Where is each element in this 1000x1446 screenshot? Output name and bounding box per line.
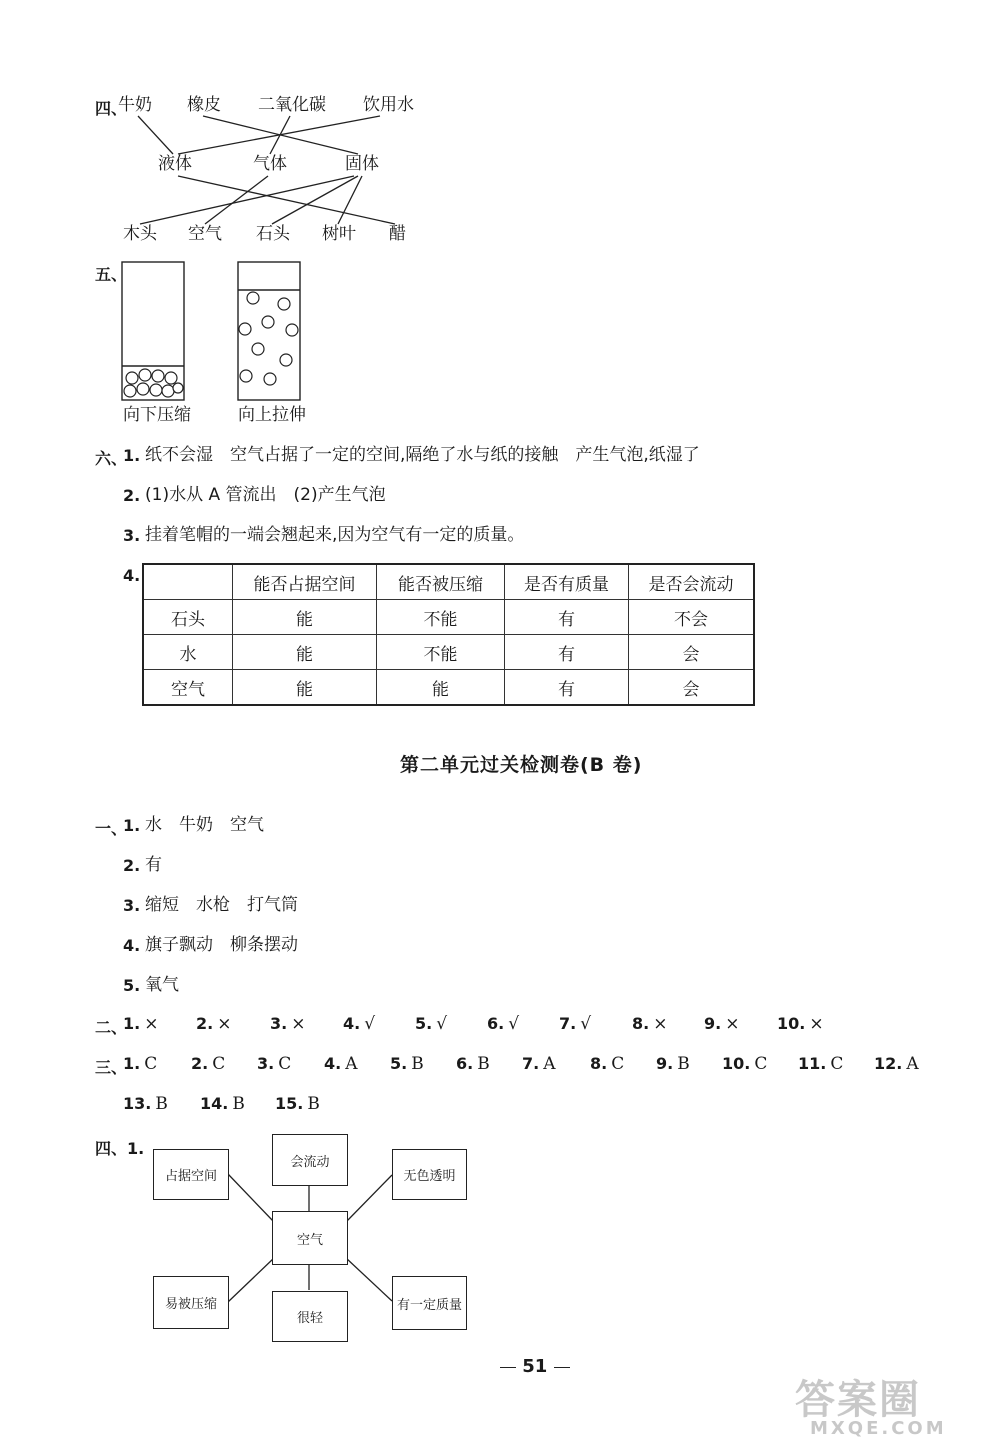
s6-q4-num: 4. xyxy=(123,566,141,585)
table-cell: 有 xyxy=(505,670,629,706)
table-cell: 有 xyxy=(505,635,629,670)
table-row xyxy=(143,600,754,635)
s4-bottom-item: 醋 xyxy=(389,224,406,244)
particles-compressed xyxy=(124,369,183,397)
s4-label: 四、 xyxy=(95,99,128,118)
caption-stretch: 向上拉伸 xyxy=(238,405,306,425)
s6-label: 六、 xyxy=(95,449,128,468)
table-cell: 会 xyxy=(629,635,755,670)
p3-answer: 10. C xyxy=(722,1054,768,1074)
concept-center: 空气 xyxy=(272,1211,348,1265)
s4-top-item: 饮用水 xyxy=(363,95,414,115)
connector xyxy=(346,1175,392,1222)
p1-item-text: 缩短 水枪 打气筒 xyxy=(145,895,298,915)
unit-title: 第二单元过关检测卷(B 卷) xyxy=(400,754,643,776)
p2-answer: 6. √ xyxy=(487,1014,520,1034)
p1-item-num: 3. xyxy=(123,896,141,915)
connector xyxy=(346,1258,392,1301)
s6-q1-num: 1. xyxy=(123,446,141,465)
s5-label: 五、 xyxy=(95,265,128,284)
table-cell: 不会 xyxy=(629,600,755,635)
line-solid-leaf xyxy=(338,176,362,224)
s4-state: 液体 xyxy=(158,154,192,174)
p3-answer: 7. A xyxy=(522,1054,556,1074)
s4-top-item: 二氧化碳 xyxy=(258,95,326,115)
concept-node: 无色透明 xyxy=(392,1149,467,1200)
connector xyxy=(228,1258,274,1302)
p3-answer: 1. C xyxy=(123,1054,158,1074)
p2-answer: 1. × xyxy=(123,1014,159,1034)
p1-item-text: 旗子飘动 柳条摆动 xyxy=(145,935,298,955)
line-solid-wood xyxy=(140,176,354,224)
s4-bottom-item: 空气 xyxy=(188,224,222,244)
p3-answer: 2. C xyxy=(191,1054,226,1074)
p1-item-num: 4. xyxy=(123,936,141,955)
p2-answer: 2. × xyxy=(196,1014,232,1034)
s4-top-item: 橡皮 xyxy=(187,95,221,115)
p3-answer: 9. B xyxy=(656,1054,690,1074)
concept-node: 很轻 xyxy=(272,1291,348,1342)
table-cell: 不能 xyxy=(377,635,505,670)
p3-answer: 8. C xyxy=(590,1054,625,1074)
tube-stretched xyxy=(238,262,300,400)
table-header-row xyxy=(143,564,754,600)
s4-bottom-item: 石头 xyxy=(256,224,290,244)
p3-answer: 11. C xyxy=(798,1054,844,1074)
page-number: 51 xyxy=(500,1356,570,1377)
p3-answer: 4. A xyxy=(324,1054,358,1074)
concept-node: 占据空间 xyxy=(153,1149,229,1200)
s4-bottom-item: 木头 xyxy=(123,224,157,244)
p2-answer: 5. √ xyxy=(415,1014,448,1034)
p2-answer: 7. √ xyxy=(559,1014,592,1034)
table-cell: 能 xyxy=(233,600,377,635)
p3-answer: 6. B xyxy=(456,1054,490,1074)
p4-label: 四、1. xyxy=(95,1139,145,1158)
table-cell: 能 xyxy=(233,635,377,670)
s4-state: 固体 xyxy=(345,154,379,174)
p3-answer: 13. B xyxy=(123,1094,168,1114)
p2-label: 二、 xyxy=(95,1018,128,1037)
p1-item-text: 氧气 xyxy=(145,975,179,995)
line-water-liquid xyxy=(178,116,380,154)
table-cell: 能 xyxy=(233,670,377,706)
s6-q1-text: 纸不会湿 空气占据了一定的空间,隔绝了水与纸的接触 产生气泡,纸湿了 xyxy=(145,445,700,465)
table-cell: 会 xyxy=(629,670,755,706)
concept-node: 会流动 xyxy=(272,1134,348,1186)
line-milk-liquid xyxy=(138,116,173,154)
table-row xyxy=(143,670,754,706)
p3-answer: 3. C xyxy=(257,1054,292,1074)
concept-node: 有一定质量 xyxy=(392,1276,467,1330)
table-header-cell: 能否被压缩 xyxy=(377,564,505,600)
concept-node: 易被压缩 xyxy=(153,1276,229,1329)
connector xyxy=(228,1174,274,1222)
p3-answer: 14. B xyxy=(200,1094,245,1114)
table-header-cell xyxy=(143,564,233,600)
table-cell: 空气 xyxy=(143,670,233,706)
table-header-cell: 是否有质量 xyxy=(505,564,629,600)
p2-answer: 9. × xyxy=(704,1014,740,1034)
s6-q2-text: (1)水从 A 管流出 (2)产生气泡 xyxy=(145,485,386,505)
table-cell: 有 xyxy=(505,600,629,635)
table-row xyxy=(143,635,754,670)
p2-answer: 3. × xyxy=(270,1014,306,1034)
particles-stretched xyxy=(239,292,298,385)
p2-answer: 10. × xyxy=(777,1014,824,1034)
s4-bottom-item: 树叶 xyxy=(322,224,356,244)
p1-item-num: 1. xyxy=(123,816,141,835)
s6-q3-text: 挂着笔帽的一端会翘起来,因为空气有一定的质量。 xyxy=(145,525,525,545)
table-header-cell: 是否会流动 xyxy=(629,564,755,600)
p1-label: 一、 xyxy=(95,819,128,838)
caption-compress: 向下压缩 xyxy=(123,405,191,425)
s6-q2-num: 2. xyxy=(123,486,141,505)
s4-matching-lines xyxy=(0,0,1000,260)
properties-table xyxy=(142,563,755,706)
line-gas-air xyxy=(205,176,268,224)
table-cell: 不能 xyxy=(377,600,505,635)
p3-answer: 12. A xyxy=(874,1054,919,1074)
p2-answer: 8. × xyxy=(632,1014,668,1034)
p2-answer: 4. √ xyxy=(343,1014,376,1034)
p1-item-text: 有 xyxy=(145,855,162,875)
s4-top-item: 牛奶 xyxy=(118,95,152,115)
p3-label: 三、 xyxy=(95,1058,128,1077)
s6-q3-num: 3. xyxy=(123,526,141,545)
s4-state: 气体 xyxy=(253,154,287,174)
table-cell: 水 xyxy=(143,635,233,670)
table-cell: 石头 xyxy=(143,600,233,635)
p3-answer: 15. B xyxy=(275,1094,320,1114)
p1-item-num: 2. xyxy=(123,856,141,875)
table-cell: 能 xyxy=(377,670,505,706)
p3-answer: 5. B xyxy=(390,1054,424,1074)
line-liquid-vinegar xyxy=(178,176,395,224)
p1-item-num: 5. xyxy=(123,976,141,995)
table-header-cell: 能否占据空间 xyxy=(233,564,377,600)
p1-item-text: 水 牛奶 空气 xyxy=(145,815,264,835)
tube-compressed xyxy=(122,262,184,400)
